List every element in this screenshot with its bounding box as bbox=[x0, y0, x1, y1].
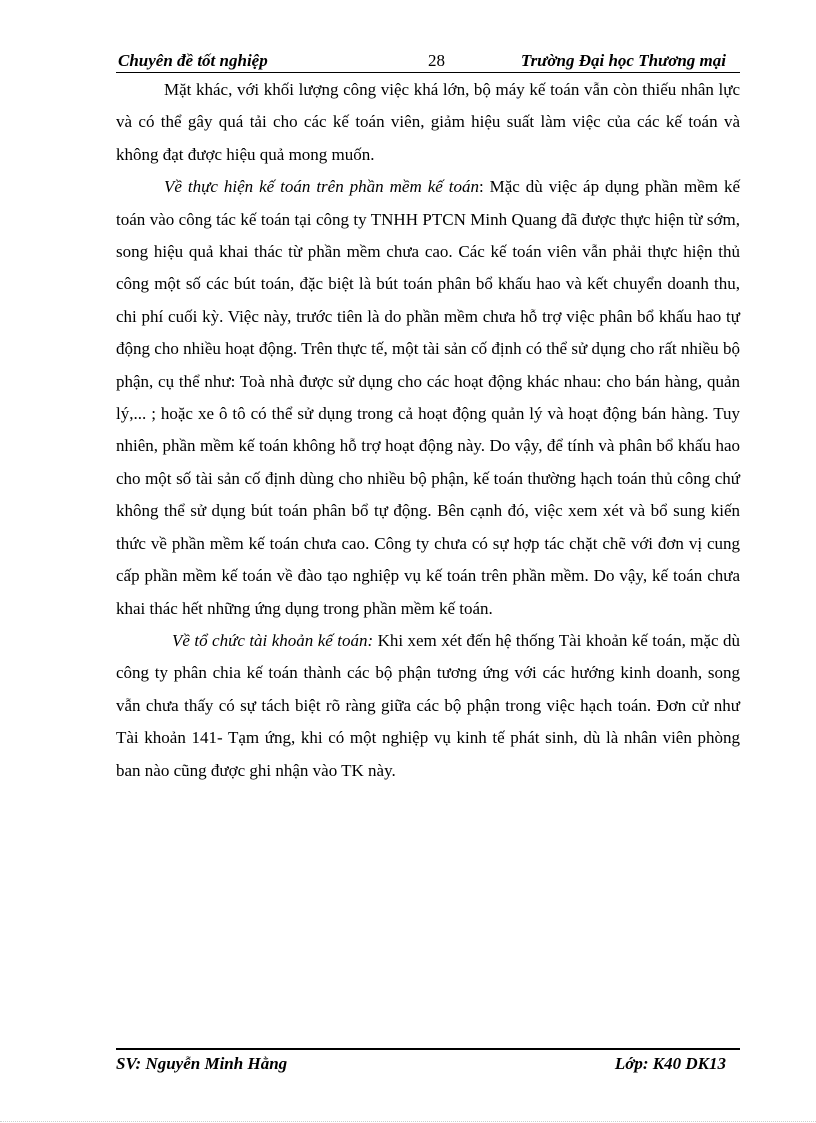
paragraph-lead-heading: Về thực hiện kế toán trên phần mềm kế toán bbox=[164, 177, 479, 197]
header-university: Trường Đại học Thương mại bbox=[520, 51, 726, 70]
page-number: 28 bbox=[428, 51, 445, 70]
paragraph-text: : Mặc dù việc áp dụng phần mềm kế toán vào công tác kế toán tại công ty TNHH PTCN Minh Quang đã được thực hiện từ sớm, song hiệu quả khai thác từ phần mềm chưa cao. Các kế toán viên vẫn phải thực hiện thủ công một số các bút toán, đặc biệt là bút toán phân bổ khấu hao và kết chuyển doanh thu, chi phí cuối kỳ. Việc này, trước tiên là do phần mềm chưa hỗ trợ việc phân bổ khấu hao tự động cho nhiều hoạt động. Trên thực tế, một tài sản cố định có thể sử dụng cho rất nhiều bộ phận, cụ thể như: Toà nhà được sử dụng cho các hoạt động khác nhau: cho bán hàng, quản lý,... ; hoặc xe ô tô có thể sử dụng trong cả hoạt động quản lý và hoạt động bán hàng. Tuy nhiên, phần mềm kế toán không hỗ trợ hoạt động này. Do vậy, để tính và phân bổ khấu hao cho một số tài sản cố định dùng cho nhiều bộ phận, kế toán thường hạch toán thủ công chứ không thể sử dụng bút toán phân bổ tự động. Bên cạnh đó, việc xem xét và bổ sung kiến thức về phần mềm kế toán chưa cao. Công ty chưa có sự hợp tác chặt chẽ với đơn vị cung cấp phần mềm kế toán về đào tạo nghiệp vụ kế toán trên phần mềm. Do vậy, kế toán chưa khai thác hết những ứng dụng trong phần mềm kế toán. bbox=[116, 177, 740, 618]
footer-class: Lớp: K40 DK13 bbox=[614, 1054, 726, 1073]
paragraph-workload bbox=[116, 74, 740, 171]
paragraph-accounting-software bbox=[116, 171, 740, 625]
footer-divider bbox=[116, 1048, 740, 1050]
paragraph-account-organization bbox=[116, 625, 740, 787]
footer-student-name: SV: Nguyễn Minh Hằng bbox=[116, 1054, 288, 1073]
paragraph-text: Mặt khác, với khối lượng công việc khá lớn, bộ máy kế toán vẫn còn thiếu nhân lực và có thể gây quá tải cho các kế toán viên, giảm hiệu suất làm việc của các kế toán và không đạt được hiệu quả mong muốn. bbox=[116, 80, 740, 164]
page-edge-divider bbox=[0, 1121, 816, 1122]
paragraph-lead-heading: Về tổ chức tài khoản kế toán: bbox=[172, 630, 374, 650]
page-header bbox=[116, 48, 740, 73]
page-footer bbox=[116, 1052, 740, 1076]
header-thesis-title: Chuyên đề tốt nghiệp bbox=[118, 51, 268, 70]
paragraph-text: Khi xem xét đến hệ thống Tài khoản kế toán, mặc dù công ty phân chia kế toán thành các bộ phận tương ứng với các hướng kinh doanh, song vẫn chưa thấy có sự tách biệt rõ ràng giữa các bộ phận trong việc hạch toán. Đơn cử như Tài khoản 141- Tạm ứng, khi có một nghiệp vụ kinh tế phát sinh, dù là nhân viên phòng ban nào cũng được ghi nhận vào TK này. bbox=[116, 630, 741, 780]
document-body bbox=[116, 74, 740, 787]
